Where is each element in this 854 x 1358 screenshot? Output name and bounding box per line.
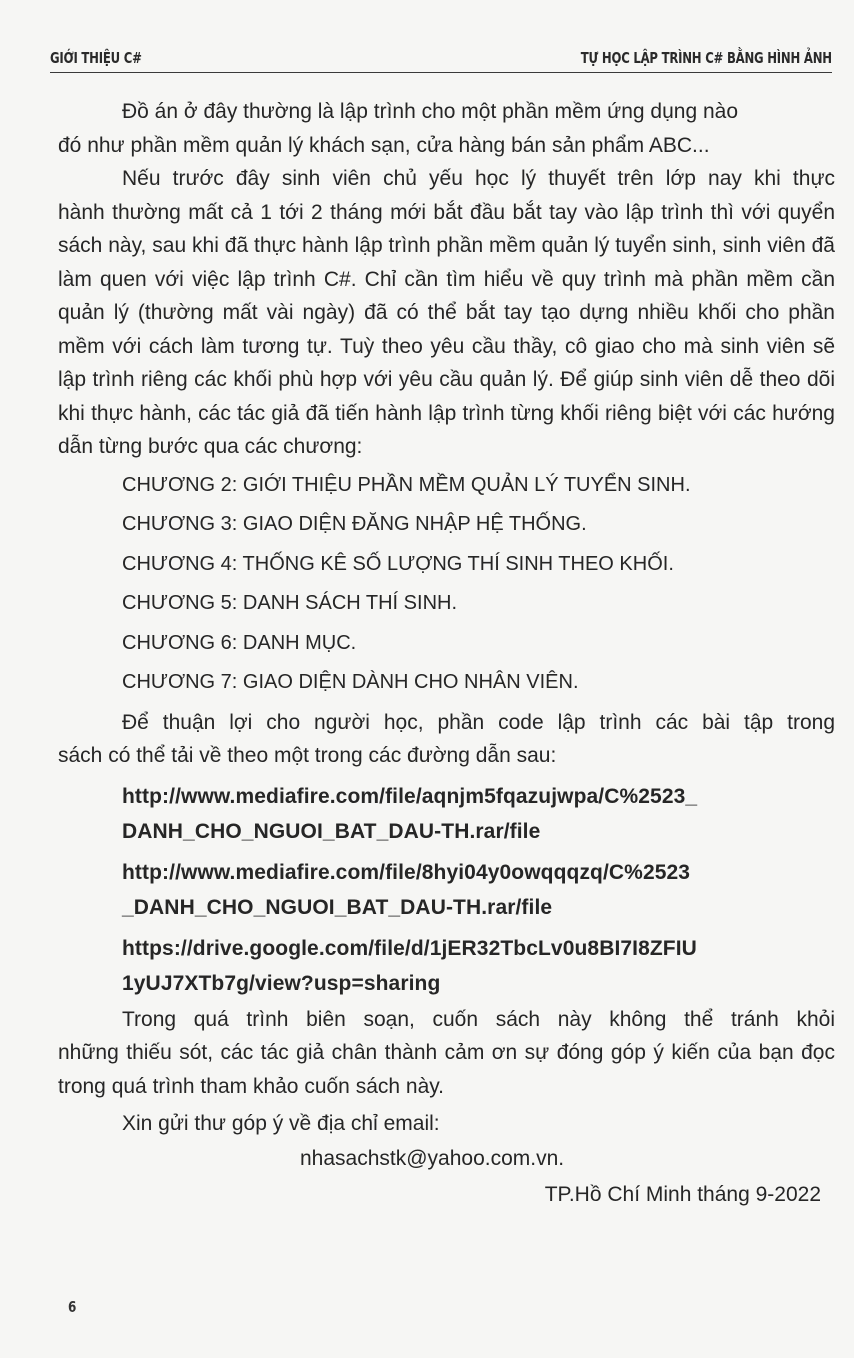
link-line[interactable]: 1yUJ7XTb7g/view?usp=sharing: [122, 971, 441, 995]
paragraph-download-line1: Để thuận lợi cho người học, phần code lập trình các bài tập trong: [122, 710, 835, 734]
page-number: 6: [68, 1298, 77, 1316]
chapter-item: CHƯƠNG 2: GIỚI THIỆU PHẦN MỀM QUẢN LÝ TUYỂN SINH.: [122, 473, 691, 496]
chapter-item: CHƯƠNG 7: GIAO DIỆN DÀNH CHO NHÂN VIÊN.: [122, 671, 579, 693]
link-line[interactable]: _DANH_CHO_NGUOI_BAT_DAU-TH.rar/file: [122, 895, 553, 919]
page-body: [58, 95, 835, 1213]
paragraph-students-rest: hành thường mất cả 1 tới 2 tháng mới bắt đầu bắt tay vào lập trình thì với quyển sách này, sau khi đã thực hành lập trình phần mềm quản lý tuyển sinh, sinh viên đã làm quen với việc lập trình C#. Chỉ cần tìm hiểu về quy trình mà phần mềm cần quản lý (thường mất vài ngày) đã có thể bắt tay tạo dựng nhiều khối cho phần mềm với cách làm tương tự. Tuỳ theo yêu cầu thầy, cô giao cho mà sinh viên sẽ lập trình riêng các khối phù hợp với yêu cầu quản lý. Để giúp sinh viên dễ theo dõi khi thực hành, các tác giả đã tiến hành lập trình từng khối riêng biệt với các hướng dẫn từng bước qua các chương:: [58, 200, 835, 458]
header-divider: [50, 72, 832, 73]
link-line[interactable]: https://drive.google.com/file/d/1jER32TbcLv0u8BI7I8ZFIU: [122, 936, 697, 960]
contact-email: nhasachstk@yahoo.com.vn.: [300, 1146, 565, 1170]
chapter-item: CHƯƠNG 4: THỐNG KÊ SỐ LƯỢNG THÍ SINH THEO KHỐI.: [122, 552, 674, 575]
section-title: GIỚI THIỆU C#: [50, 49, 142, 67]
link-line[interactable]: DANH_CHO_NGUOI_BAT_DAU-TH.rar/file: [122, 819, 541, 843]
running-header: [0, 0, 854, 72]
paragraph-project-line1: Đồ án ở đây thường là lập trình cho một phần mềm ứng dụng nào: [122, 100, 739, 123]
place-date: TP.Hồ Chí Minh tháng 9-2022: [544, 1182, 821, 1206]
download-link-2[interactable]: [122, 855, 835, 925]
chapter-item: CHƯƠNG 6: DANH MỤC.: [122, 631, 357, 654]
chapter-item: CHƯƠNG 5: DANH SÁCH THÍ SINH.: [122, 592, 458, 614]
download-links: [122, 779, 835, 1001]
chapter-item: CHƯƠNG 3: GIAO DIỆN ĐĂNG NHẬP HỆ THỐNG.: [122, 513, 587, 535]
book-title: TỰ HỌC LẬP TRÌNH C# BẰNG HÌNH ẢNH: [580, 49, 832, 67]
paragraph-download-line2: sách có thể tải về theo một trong các đường dẫn sau:: [58, 744, 557, 767]
download-link-1[interactable]: [122, 779, 835, 849]
download-link-3[interactable]: [122, 931, 835, 1001]
chapter-list: [122, 466, 835, 703]
paragraph-thanks-line1: Trong quá trình biên soạn, cuốn sách này không thể tránh khỏi: [122, 1007, 835, 1031]
paragraph-project-line2: đó như phần mềm quản lý khách sạn, cửa hàng bán sản phẩm ABC...: [58, 133, 710, 157]
paragraph-feedback: Xin gửi thư góp ý về địa chỉ email:: [122, 1112, 440, 1135]
link-line[interactable]: http://www.mediafire.com/file/aqnjm5fqazujwpa/C%2523_: [122, 784, 698, 808]
paragraph-thanks-rest: những thiếu sót, các tác giả chân thành cảm ơn sự đóng góp ý kiến của bạn đọc trong quá trình tham khảo cuốn sách này.: [58, 1041, 835, 1098]
paragraph-students-line1: Nếu trước đây sinh viên chủ yếu học lý thuyết trên lớp nay khi thực: [122, 167, 835, 190]
link-line[interactable]: http://www.mediafire.com/file/8hyi04y0owqqqzq/C%2523: [122, 860, 691, 884]
